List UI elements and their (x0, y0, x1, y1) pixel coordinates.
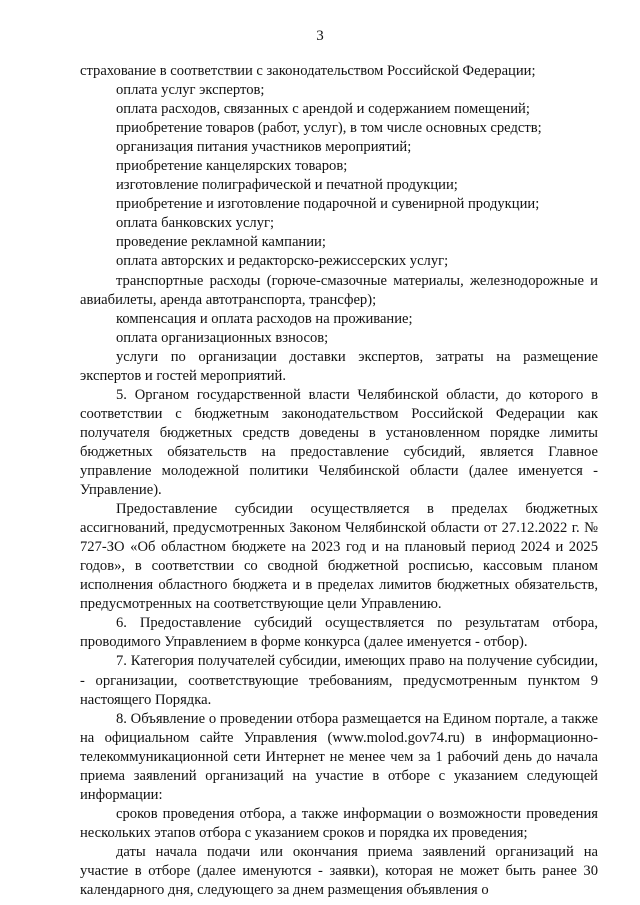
paragraph: оплата расходов, связанных с арендой и содержанием помещений; (116, 101, 530, 118)
page-number: 3 (316, 28, 324, 44)
paragraph: сроков проведения отбора, а также информации о возможности проведения нескольких этапов отбора с указанием сроков и порядка их проведения; (80, 805, 598, 841)
paragraph: даты начала подачи или окончания приема заявлений организаций на участие в отборе (далее именуются - заявки), которая не может быть ранее 30 календарного дня, следующего за днем размещения объявления о (80, 843, 598, 899)
paragraph: изготовление полиграфической и печатной продукции; (116, 177, 458, 194)
paragraph: услуги по организации доставки экспертов, затраты на размещение экспертов и гостей мероприятий. (80, 348, 598, 384)
paragraph: 8. Объявление о проведении отбора размещается на Едином портале, а также на официальном сайте Управления (www.molod.gov74.ru) в информационно-телекоммуникационной сети Интернет не менее чем за 1 рабочий день до начала приема заявлений организаций на участие в отборе с указанием следующей информации: (80, 710, 598, 803)
paragraph: 6. Предоставление субсидий осуществляется по результатам отбора, проводимого Управлением в форме конкурса (далее именуется - отбор). (80, 615, 598, 651)
paragraph: приобретение и изготовление подарочной и сувенирной продукции; (116, 196, 540, 213)
paragraph: транспортные расходы (горюче-смазочные материалы, железнодорожные и авиабилеты, аренда автотранспорта, трансфер); (80, 272, 598, 308)
paragraph: оплата услуг экспертов; (116, 82, 265, 99)
paragraph: организация питания участников мероприятий; (116, 139, 412, 156)
paragraph: оплата авторских и редакторско-режиссерских услуг; (116, 253, 449, 270)
paragraph: оплата организационных взносов; (116, 329, 329, 346)
paragraph: приобретение товаров (работ, услуг), в том числе основных средств; (116, 120, 542, 137)
paragraph: проведение рекламной кампании; (116, 234, 326, 251)
paragraph: 5. Органом государственной власти Челябинской области, до которого в соответствии с бюджетным законодательством Российской Федерации как получателя бюджетных средств доведены в установленном порядке лимиты бюджетных обязательств на предоставление субсидий, является Главное управление молодежной политики Челябинской области (далее именуется - Управление). (80, 386, 598, 499)
document-body (80, 62, 598, 900)
paragraph: компенсация и оплата расходов на проживание; (116, 310, 413, 327)
paragraph: Предоставление субсидии осуществляется в пределах бюджетных ассигнований, предусмотренных Законом Челябинской области от 27.12.2022 г. № 727-ЗО «Об областном бюджете на 2023 год и на плановый период 2024 и 2025 годов», в соответствии со сводной бюджетной росписью, кассовым планом исполнения областного бюджета и в пределах лимитов бюджетных обязательств, предусмотренных на соответствующие цели Управлению. (80, 501, 598, 613)
paragraph: 7. Категория получателей субсидии, имеющих право на получение субсидии, - организации, соответствующие требованиям, предусмотренным пунктом 9 настоящего Порядка. (80, 653, 598, 708)
paragraph: оплата банковских услуг; (116, 215, 275, 232)
paragraph: страхование в соответствии с законодательством Российской Федерации; (80, 63, 536, 79)
paragraph: приобретение канцелярских товаров; (116, 158, 348, 175)
